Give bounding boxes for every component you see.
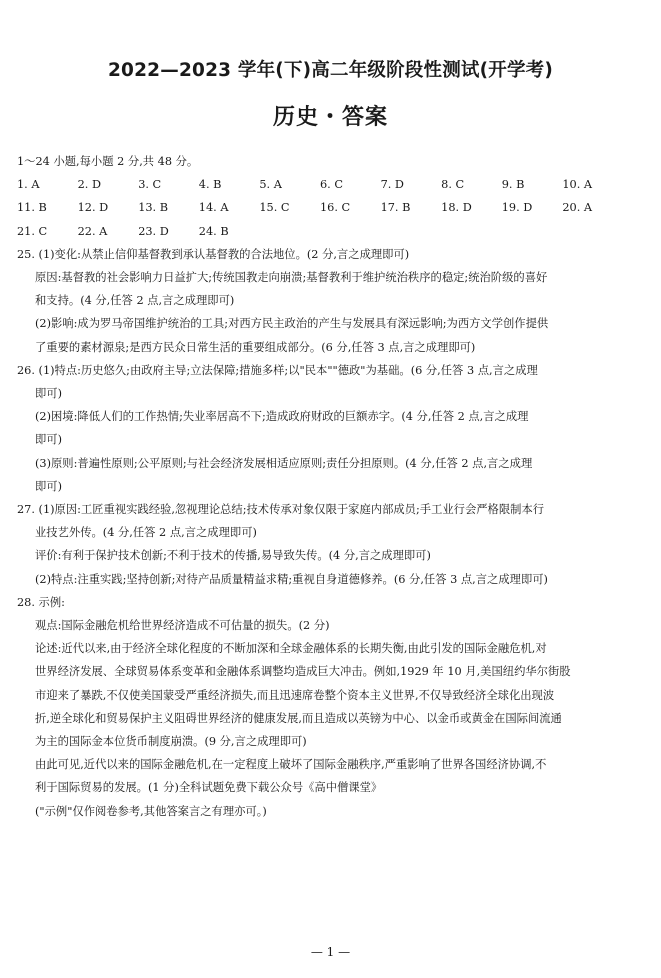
mcq-answer: 20. A: [562, 201, 593, 215]
q28-line: 市迎来了暴跌,不仅使美国蒙受严重经济损失,而且迅速席卷整个资本主义世界,不仅导致经济全球化出现波: [35, 688, 555, 702]
mcq-answer: 17. B: [380, 201, 411, 215]
question-25: [17, 243, 649, 359]
q26-line: 即可): [35, 479, 63, 493]
page-title: 2022—2023 学年(下)高二年级阶段性测试(开学考): [107, 60, 554, 81]
question-26: [17, 359, 649, 498]
q28-line: 世界经济发展、全球贸易体系变革和金融体系调整均造成巨大冲击。例如,1929 年 10 月,美国纽约华尔街股: [35, 665, 571, 679]
mcq-answer: 3. C: [138, 178, 162, 192]
mcq-answer: 4. B: [198, 178, 222, 192]
mcq-answer: 2. D: [77, 178, 102, 192]
q27-line: (2)特点:注重实践;坚持创新;对待产品质量精益求精;重视自身道德修养。(6 分,任答 3 点,言之成理即可): [35, 572, 548, 586]
mcq-answer: 11. B: [17, 201, 47, 215]
question-28: [17, 591, 649, 823]
mcq-row-3: [17, 220, 649, 243]
question-27: [17, 498, 649, 591]
mcq-answer: 15. C: [259, 201, 290, 215]
mcq-answer: 9. B: [501, 178, 525, 192]
answer-body: [17, 150, 649, 823]
mcq-answer: 19. D: [501, 201, 533, 215]
mcq-row-2: [17, 196, 649, 219]
q28-line: 由此可见,近代以来的国际金融危机,在一定程度上破坏了国际金融秩序,严重影响了世界各国经济协调,不: [35, 758, 547, 772]
q28-line: 折,逆全球化和贸易保护主义阻碍世界经济的健康发展,而且造成以英镑为中心、以金币或黄金在国际间流通: [35, 711, 562, 725]
mcq-answer: 8. C: [441, 178, 465, 192]
mcq-answer: 24. B: [198, 224, 229, 238]
mcq-answer: 22. A: [77, 224, 108, 238]
q27-line: 评价:有利于保护技术创新;不利于技术的传播,易导致失传。(4 分,言之成理即可): [35, 549, 431, 563]
mcq-answer: 23. D: [138, 224, 169, 238]
mcq-answer: 6. C: [319, 178, 343, 192]
q28-line: 为主的国际金本位货币制度崩溃。(9 分,言之成理即可): [35, 735, 307, 749]
q28-line: 28. 示例:: [17, 595, 65, 609]
page-number: — 1 —: [310, 945, 351, 959]
mcq-answer: 7. D: [380, 178, 404, 192]
q25-line: 了重要的素材源泉;是西方民众日常生活的重要组成部分。(6 分,任答 3 点,言之成理即可): [35, 340, 476, 354]
q28-line: 利于国际贸易的发展。(1 分)全科试题免费下载公众号《高中僧课堂》: [35, 781, 383, 795]
q26-line: 即可): [35, 387, 63, 401]
q27-line: 27. (1)原因:工匠重视实践经验,忽视理论总结;技术传承对象仅限于家庭内部成员;手工业行会严格限制本行: [17, 503, 545, 517]
q26-line: (2)困境:降低人们的工作热情;失业率居高不下;造成政府财政的巨额赤字。(4 分,任答 2 点,言之成理: [35, 410, 529, 424]
q26-line: 即可): [35, 433, 63, 447]
mcq-answer: 16. C: [319, 201, 351, 215]
mcq-answer: 14. A: [198, 201, 229, 215]
q25-line: (2)影响:成为罗马帝国维护统治的工具;对西方民主政治的产生与发展具有深远影响;为西方文学创作提供: [35, 317, 549, 331]
q26-line: 26. (1)特点:历史悠久;由政府主导;立法保障;措施多样;以"民本""德政"为基础。(6 分,任答 3 点,言之成理: [17, 363, 538, 377]
page-subtitle: 历史・答案: [272, 105, 388, 130]
mcq-answer: 1. A: [17, 178, 40, 192]
q28-line: 观点:国际金融危机给世界经济造成不可估量的损失。(2 分): [35, 619, 330, 633]
q28-line: 论述:近代以来,由于经济全球化程度的不断加深和全球金融体系的长期失衡,由此引发的国际金融危机,对: [35, 642, 547, 656]
mcq-row-1: [17, 173, 649, 196]
mcq-answer: 5. A: [259, 178, 282, 192]
mcq-answer: 21. C: [17, 224, 48, 238]
mcq-answer: 13. B: [138, 201, 169, 215]
mcq-answer: 18. D: [441, 201, 472, 215]
q27-line: 业技艺外传。(4 分,任答 2 点,言之成理即可): [35, 526, 257, 540]
q25-line: 原因:基督教的社会影响力日益扩大;传统国教走向崩溃;基督教利于维护统治秩序的稳定;统治阶级的喜好: [35, 271, 548, 285]
mcq-answer: 10. A: [562, 178, 593, 192]
q25-line: 25. (1)变化:从禁止信仰基督教到承认基督教的合法地位。(2 分,言之成理即可): [17, 247, 410, 261]
mcq-answer: 12. D: [77, 201, 109, 215]
mcq-intro: 1～24 小题,每小题 2 分,共 48 分。: [17, 155, 199, 168]
q28-line: ("示例"仅作阅卷参考,其他答案言之有理亦可。): [35, 804, 267, 818]
q26-line: (3)原则:普遍性原则;公平原则;与社会经济发展相适应原则;责任分担原则。(4 分,任答 2 点,言之成理: [35, 456, 533, 470]
q25-line: 和支持。(4 分,任答 2 点,言之成理即可): [35, 294, 235, 308]
